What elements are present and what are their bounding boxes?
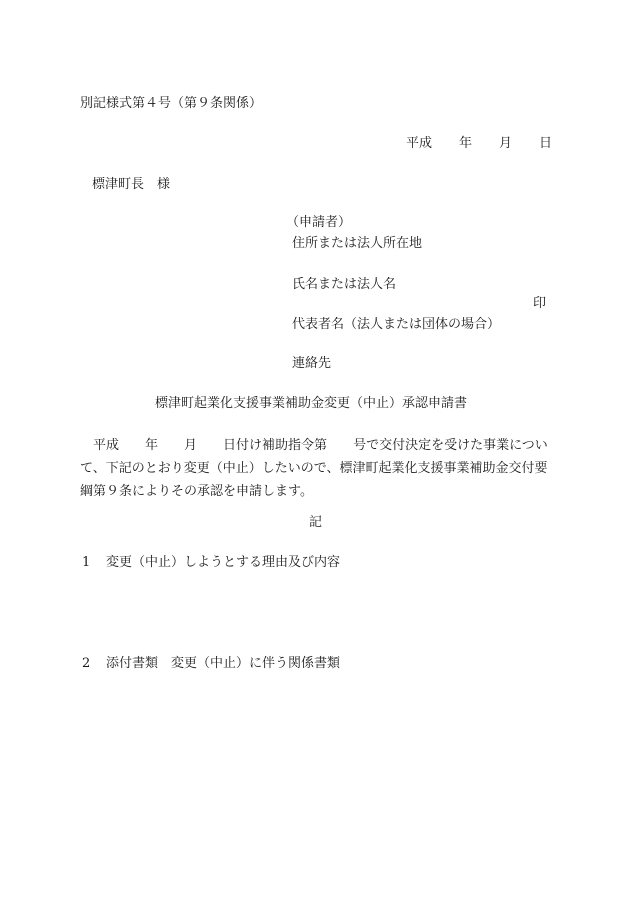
name-label: 氏名または法人名: [292, 277, 397, 292]
contact-label: 連絡先: [292, 356, 332, 371]
body-year: 年: [145, 438, 159, 453]
item-1-text: 変更（中止）しようとする理由及び内容: [106, 555, 341, 570]
body-era: 平成: [93, 438, 120, 453]
item-2-number: 2: [82, 656, 91, 671]
body-text-b: 号で交付決定を受けた事業について、下記のとおり変更（中止）したいので、標津町起業化支援事業補助金交付要綱第９条によりその承認を申請します。: [80, 438, 548, 499]
address-label: 住所または法人所在地: [292, 236, 423, 251]
item-2-text: 添付書類 変更（中止）に伴う関係書類: [106, 656, 341, 671]
form-label: 別記様式第４号（第９条関係）: [80, 96, 263, 111]
document-title: 標津町起業化支援事業補助金変更（中止）承認申請書: [155, 396, 468, 411]
date-line: [406, 137, 552, 150]
date-era: 平成: [406, 136, 433, 151]
date-day: 日: [539, 136, 553, 151]
addressee: 標津町長 様: [92, 177, 171, 192]
date-month: 月: [499, 136, 513, 151]
ki-heading: 記: [309, 515, 323, 530]
representative-label: 代表者名（法人または団体の場合）: [292, 317, 501, 332]
item-1-number: 1: [82, 555, 91, 570]
body-month: 月: [184, 438, 198, 453]
applicant-heading: （申請者）: [286, 215, 352, 230]
date-year: 年: [459, 136, 473, 151]
body-paragraph: [80, 434, 550, 503]
seal-mark: 印: [533, 296, 547, 311]
body-text-a: 日付け補助指令第: [223, 438, 328, 453]
